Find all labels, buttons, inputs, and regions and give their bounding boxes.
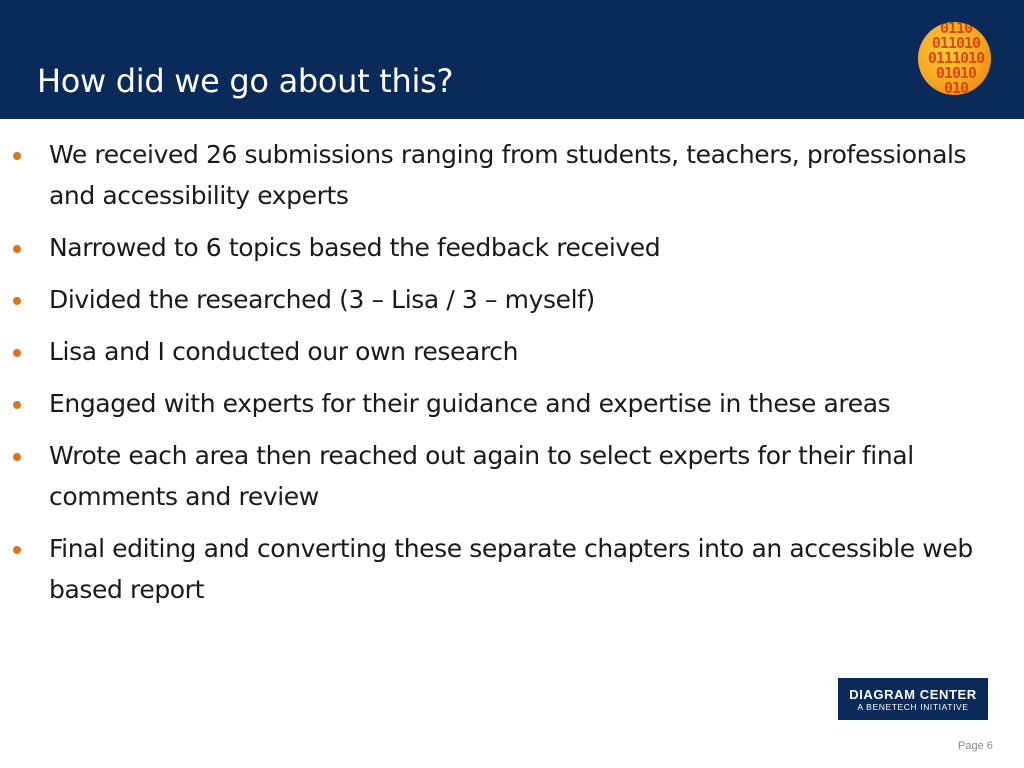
bullet-text: Narrowed to 6 topics based the feedback received (49, 233, 661, 262)
logo-digits: 0110 (939, 22, 973, 37)
bullet-dot-icon (13, 152, 21, 160)
logo-digits: 01010 (935, 64, 977, 82)
bullet-text: Divided the researched (3 – Lisa / 3 – myself) (49, 285, 595, 314)
bullet-item (0, 435, 979, 517)
logo-digits: 0111010 (927, 49, 985, 67)
diagram-center-logo (838, 678, 988, 720)
bullet-text: Final editing and converting these separate chapters into an accessible web based report (49, 534, 973, 604)
bullet-dot-icon (13, 297, 21, 305)
bullet-item (0, 279, 979, 320)
bullet-item (0, 331, 979, 372)
logo-digits: 010 (943, 79, 969, 95)
bullet-item (0, 528, 979, 610)
brand-tagline: A BENETECH INITIATIVE (857, 702, 969, 712)
bullet-dot-icon (13, 245, 21, 253)
bullet-dot-icon (13, 349, 21, 357)
slide-title: How did we go about this? (37, 62, 454, 100)
bullet-text: Lisa and I conducted our own research (49, 337, 519, 366)
bullet-item (0, 383, 979, 424)
logo-digits: 011010 (931, 34, 981, 52)
bullet-dot-icon (13, 401, 21, 409)
bullet-dot-icon (13, 546, 21, 554)
bullet-text: We received 26 submissions ranging from students, teachers, professionals and accessibility experts (49, 140, 967, 210)
bullet-item (0, 134, 979, 216)
bullet-item (0, 227, 979, 268)
bullet-text: Wrote each area then reached out again to select experts for their final comments and review (49, 441, 914, 511)
bullet-text: Engaged with experts for their guidance and expertise in these areas (49, 389, 891, 418)
page-number: Page 6 (958, 740, 993, 752)
brand-name: DIAGRAM CENTER (849, 687, 977, 702)
binary-globe-icon (918, 22, 991, 95)
slide-body (0, 134, 1024, 621)
bullet-list (0, 134, 1024, 610)
bullet-dot-icon (13, 453, 21, 461)
title-bar (0, 0, 1024, 119)
